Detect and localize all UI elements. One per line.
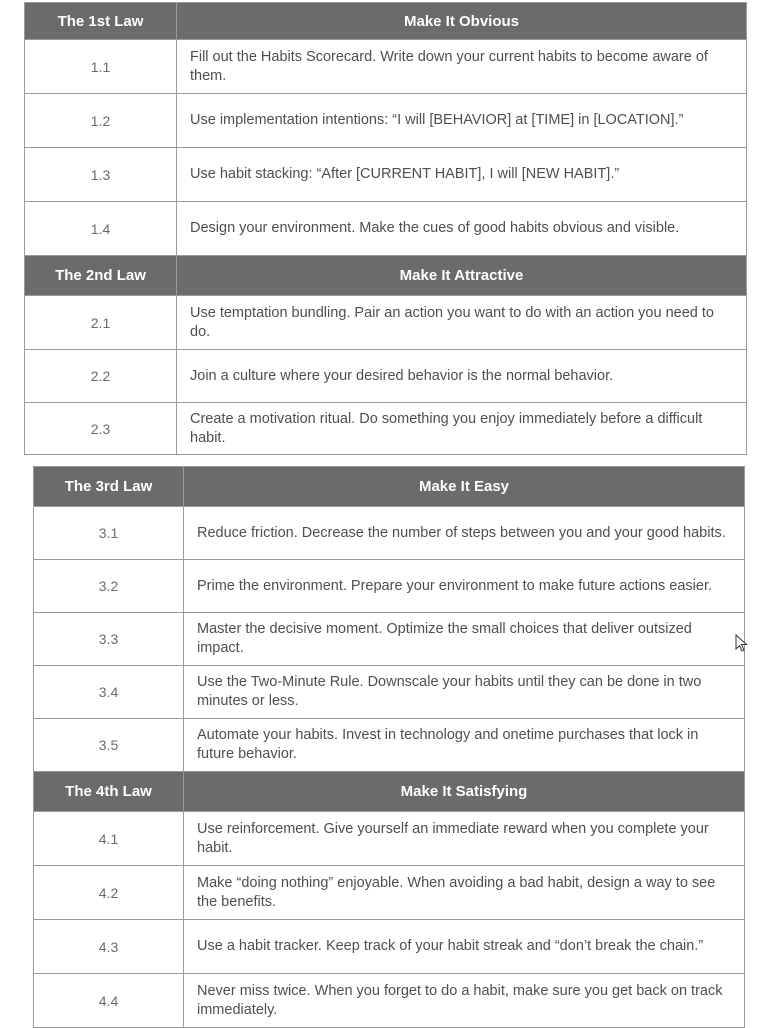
table-row xyxy=(25,94,747,148)
table-row xyxy=(25,403,747,455)
table-row xyxy=(34,974,745,1028)
item-number: 3.2 xyxy=(34,560,184,613)
item-number: 1.3 xyxy=(25,148,177,202)
law-name: The 4th Law xyxy=(34,772,184,812)
law-principle: Make It Attractive xyxy=(177,256,747,296)
item-number: 4.2 xyxy=(34,866,184,920)
item-text: Use implementation intentions: “I will [BEHAVIOR] at [TIME] in [LOCATION].” xyxy=(177,94,747,148)
item-text: Use habit stacking: “After [CURRENT HABIT], I will [NEW HABIT].” xyxy=(177,148,747,202)
table-row xyxy=(34,719,745,772)
table-row xyxy=(34,507,745,560)
item-number: 2.1 xyxy=(25,296,177,350)
law-principle: Make It Obvious xyxy=(177,3,747,40)
table-row xyxy=(34,560,745,613)
table-row xyxy=(34,920,745,974)
table-row xyxy=(34,866,745,920)
item-number: 4.4 xyxy=(34,974,184,1028)
table-row xyxy=(25,296,747,350)
mouse-pointer-icon xyxy=(735,634,749,654)
item-text: Use reinforcement. Give yourself an immediate reward when you complete your habit. xyxy=(184,812,745,866)
item-text: Prime the environment. Prepare your environment to make future actions easier. xyxy=(184,560,745,613)
law-principle: Make It Easy xyxy=(184,467,745,507)
item-number: 3.1 xyxy=(34,507,184,560)
item-text: Use a habit tracker. Keep track of your habit streak and “don’t break the chain.” xyxy=(184,920,745,974)
item-number: 2.3 xyxy=(25,403,177,455)
item-text: Fill out the Habits Scorecard. Write down your current habits to become aware of them. xyxy=(177,40,747,94)
table-row xyxy=(34,613,745,666)
item-number: 4.1 xyxy=(34,812,184,866)
law-principle: Make It Satisfying xyxy=(184,772,745,812)
law-name: The 3rd Law xyxy=(34,467,184,507)
item-number: 1.4 xyxy=(25,202,177,256)
law-header-row xyxy=(25,3,747,40)
table-row xyxy=(34,812,745,866)
item-text: Automate your habits. Invest in technology and onetime purchases that lock in future behavior. xyxy=(184,719,745,772)
item-number: 2.2 xyxy=(25,350,177,403)
table-row xyxy=(25,350,747,403)
laws-table-3-4 xyxy=(33,466,745,1028)
item-number: 3.4 xyxy=(34,666,184,719)
item-number: 3.5 xyxy=(34,719,184,772)
item-number: 1.2 xyxy=(25,94,177,148)
item-text: Use temptation bundling. Pair an action you want to do with an action you need to do. xyxy=(177,296,747,350)
table-row xyxy=(25,148,747,202)
law-header-row xyxy=(25,256,747,296)
item-text: Never miss twice. When you forget to do a habit, make sure you get back on track immediately. xyxy=(184,974,745,1028)
table-row xyxy=(25,40,747,94)
laws-table-1-2 xyxy=(24,2,747,455)
law-header-row xyxy=(34,772,745,812)
item-text: Design your environment. Make the cues of good habits obvious and visible. xyxy=(177,202,747,256)
item-number: 1.1 xyxy=(25,40,177,94)
law-name: The 2nd Law xyxy=(25,256,177,296)
law-name: The 1st Law xyxy=(25,3,177,40)
item-number: 4.3 xyxy=(34,920,184,974)
table-row xyxy=(25,202,747,256)
item-text: Use the Two-Minute Rule. Downscale your habits until they can be done in two minutes or less. xyxy=(184,666,745,719)
item-text: Master the decisive moment. Optimize the small choices that deliver outsized impact. xyxy=(184,613,745,666)
law-header-row xyxy=(34,467,745,507)
item-text: Make “doing nothing” enjoyable. When avoiding a bad habit, design a way to see the benefits. xyxy=(184,866,745,920)
item-text: Join a culture where your desired behavior is the normal behavior. xyxy=(177,350,747,403)
item-text: Create a motivation ritual. Do something you enjoy immediately before a difficult habit. xyxy=(177,403,747,455)
item-number: 3.3 xyxy=(34,613,184,666)
table-row xyxy=(34,666,745,719)
item-text: Reduce friction. Decrease the number of steps between you and your good habits. xyxy=(184,507,745,560)
